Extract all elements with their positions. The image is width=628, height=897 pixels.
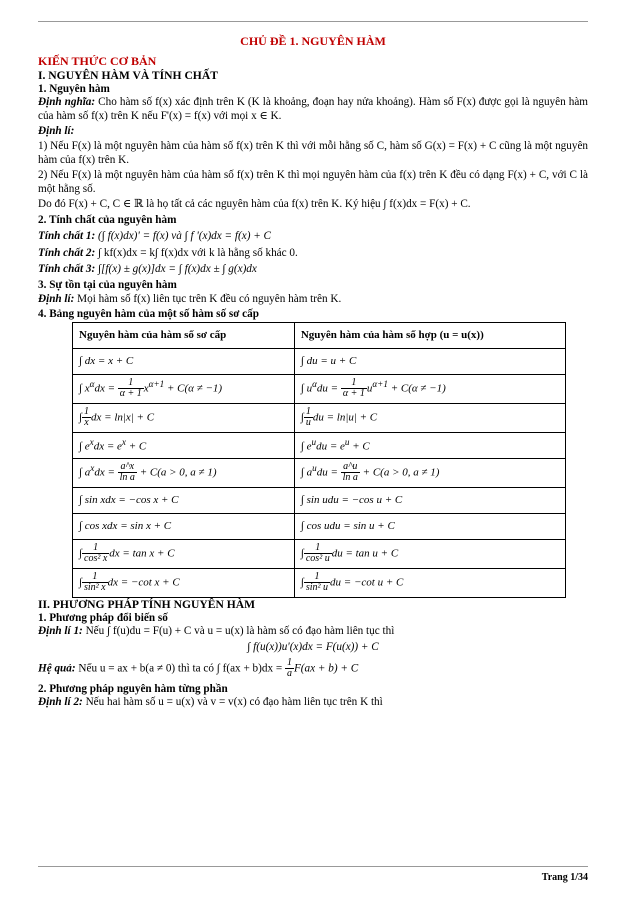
existence-theorem: Định lí: Mọi hàm số f(x) liên tục trên K đều có nguyên hàm trên K. [38, 292, 342, 305]
section-basic-knowledge: KIẾN THỨC CƠ BẢN [38, 54, 157, 69]
table-cell: ∫ $\frac{1}{u}$ du = ln|u| + C [294, 403, 565, 432]
subheading-properties: 2. Tính chất của nguyên hàm [38, 213, 177, 226]
theorem-1: 1) Nếu F(x) là một nguyên hàm của hàm số f(x) trên K thì với mỗi hằng số C, hàm số G(x) = F(x) + C cũng là một nguyên hàm của f(x) trên K. [38, 140, 588, 166]
table-cell: ∫ sin xdx = −cos x + C [73, 487, 295, 513]
page-number: Trang 1/34 [541, 872, 588, 883]
subheading-by-parts: 2. Phương pháp nguyên hàm từng phần [38, 682, 228, 695]
table-cell: ∫ du = u + C [294, 348, 565, 374]
table-cell: ∫ $\frac{1}{x}$ dx = ln|x| + C [73, 403, 295, 432]
corollary: Hệ quả: Nếu u = ax + b(a ≠ 0) thì ta có ∫ f(ax + b)dx = $\frac{1}{a}$ F(ax + b) + C [38, 656, 359, 680]
table-row [73, 432, 566, 458]
table-row [73, 458, 566, 487]
property-3: Tính chất 3: ∫[f(x) ± g(x)]dx = ∫ f(x)dx ± ∫ g(x)dx [38, 262, 257, 275]
property-1: Tính chất 1: (∫ f(x)dx)' = f(x) và ∫ f '(x)dx = f(x) + C [38, 230, 272, 243]
theorem-3: Do đó F(x) + C, C ∈ ℝ là họ tất cả các nguyên hàm của f(x) trên K. Ký hiệu ∫ f(x)dx = F(x) + C. [38, 198, 471, 211]
table-row [73, 348, 566, 374]
subheading-antiderivative: 1. Nguyên hàm [38, 82, 110, 95]
footer-rule [38, 866, 588, 867]
table-cell: ∫ cos udu = sin u + C [294, 513, 565, 539]
table-cell: ∫ $x^\alpha dx$ = $\frac{1}{\alpha + 1}$ $x^{\alpha+1} + C(\alpha \ne -1)$ [73, 374, 295, 403]
subheading-substitution: 1. Phương pháp đổi biến số [38, 611, 168, 624]
definition [38, 96, 588, 123]
theorem-substitution: Định lí 1: Nếu ∫ f(u)du = F(u) + C và u = u(x) là hàm số có đạo hàm liên tục thì [38, 625, 395, 638]
substitution-formula: ∫ f(u(x))u'(x)dx = F(u(x)) + C [247, 641, 379, 654]
table-cell: ∫ cos xdx = sin x + C [73, 513, 295, 539]
table-header-elementary: Nguyên hàm của hàm số sơ cấp [73, 322, 295, 348]
table-cell: ∫ $\frac{1}{\text{cos² x}}$ dx = tan x + C [73, 539, 295, 568]
content [38, 30, 588, 712]
table-row [73, 568, 566, 597]
definition-label: Định nghĩa: [38, 96, 96, 109]
heading-antiderivative: I. NGUYÊN HÀM VÀ TÍNH CHẤT [38, 68, 218, 82]
table-cell: ∫ sin udu = −cos u + C [294, 487, 565, 513]
table-cell: ∫ $u^\alpha du$ = $\frac{1}{\alpha + 1}$ $u^{\alpha+1} + C(\alpha \ne -1)$ [294, 374, 565, 403]
table-row [73, 374, 566, 403]
table-cell: ∫ dx = x + C [73, 348, 295, 374]
property-2: Tính chất 2: ∫ kf(x)dx = k∫ f(x)dx với k là hằng số khác 0. [38, 246, 298, 259]
heading-methods: II. PHƯƠNG PHÁP TÍNH NGUYÊN HÀM [38, 597, 256, 611]
definition-text: Cho hàm số f(x) xác định trên K (K là khoảng, đoạn hay nửa khoảng). Hàm số F(x) được gọi là nguyên hàm của hàm số f(x) trên K nếu F'(x) = f(x) với mọi x ∈ K. [38, 96, 589, 122]
table-cell: ∫ $a^xdx$ = $\frac{a\^{}x}{\text{ln a}}$ + C(a > 0, a ≠ 1) [73, 458, 295, 487]
table-row [73, 513, 566, 539]
subheading-table: 4. Bảng nguyên hàm của một số hàm số sơ cấp [38, 308, 259, 321]
theorem-2: 2) Nếu F(x) là một nguyên hàm của hàm số f(x) trên K thì mọi nguyên hàm của f(x) trên K đều có dạng F(x) + C, với C là một hằng số. [38, 169, 588, 195]
table-row [73, 403, 566, 432]
table-cell: ∫ $a^udu$ = $\frac{a\^{}u}{\text{ln a}}$ + C(a > 0, a ≠ 1) [294, 458, 565, 487]
table-cell: ∫ $\frac{1}{\text{sin² u}}$ du = −cot u + C [294, 568, 565, 597]
table-row [73, 539, 566, 568]
page-title: CHỦ ĐỀ 1. NGUYÊN HÀM [240, 34, 386, 48]
table-header-row [73, 322, 566, 348]
antiderivative-table [72, 322, 566, 598]
subheading-existence: 3. Sự tồn tại của nguyên hàm [38, 279, 177, 292]
table-cell: ∫ $\frac{1}{\text{cos² u}}$ du = tan u + C [294, 539, 565, 568]
table-cell: ∫ $e^udu = e^u + C$ [294, 432, 565, 458]
theorem-label: Định lí: [38, 125, 75, 137]
theorem-by-parts: Định lí 2: Nếu hai hàm số u = u(x) và v = v(x) có đạo hàm liên tục trên K thì [38, 696, 383, 709]
table-cell: ∫ $\frac{1}{\text{sin² x}}$ dx = −cot x + C [73, 568, 295, 597]
table-cell: ∫ $e^xdx = e^x + C$ [73, 432, 295, 458]
table-header-composite: Nguyên hàm của hàm số hợp (u = u(x)) [294, 322, 565, 348]
header-rule [38, 21, 588, 22]
table-row [73, 487, 566, 513]
